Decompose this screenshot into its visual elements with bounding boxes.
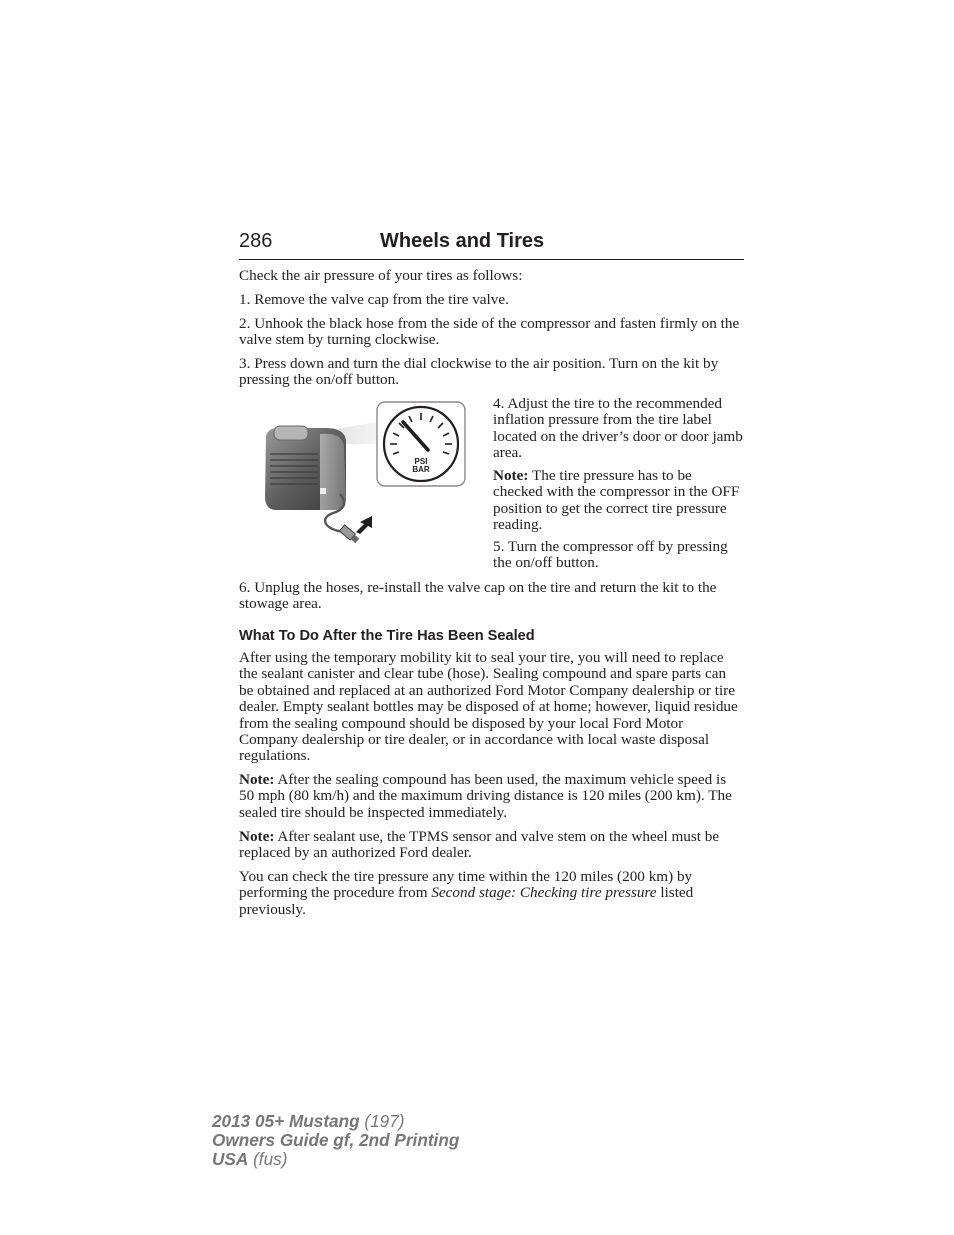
step-4-note: Note: The tire pressure has to be checked with the compressor in the OFF position to get the correct tire pressure reading. (493, 467, 740, 534)
note-label: Note: (239, 771, 275, 788)
note-label: Note: (493, 467, 529, 484)
intro-text: Check the air pressure of your tires as follows: (239, 267, 523, 284)
sealed-paragraph-2: You can check the tire pressure any time within the 120 miles (200 km) by performing the procedure from Second stage: Checking tire pressure listed previously. (239, 868, 694, 918)
hose-connector (339, 525, 359, 544)
section-subheading: What To Do After the Tire Has Been Sealed (239, 628, 535, 644)
step-5: 5. Turn the compressor off by pressing the on/off button. (493, 538, 728, 572)
compressor-illustration (256, 398, 472, 558)
step-6: 6. Unplug the hoses, re-install the valve cap on the tire and return the kit to the stowage area. (239, 579, 717, 613)
cross-reference: Second stage: Checking tire pressure (431, 884, 657, 902)
gauge-label-bar: BAR (412, 465, 430, 474)
step-3: 3. Press down and turn the dial clockwise to the air position. Turn on the kit by pressing the on/off button. (239, 355, 719, 389)
page-footer: 2013 05+ Mustang (197) Owners Guide gf, 2nd Printing USA (fus) (212, 1111, 460, 1169)
direction-arrow (356, 516, 372, 534)
step-2: 2. Unhook the black hose from the side of the compressor and fasten firmly on the valve stem by turning clockwise. (239, 315, 740, 349)
sealed-note-1: Note: After the sealing compound has been used, the maximum vehicle speed is 50 mph (80 km/h) and the maximum driving distance is 120 miles (200 km). The sealed tire should be inspected immediately. (239, 771, 732, 821)
sealed-note-2: Note: After sealant use, the TPMS sensor and valve stem on the wheel must be replaced by an authorized Ford dealer. (239, 828, 720, 862)
page-number: 286 (239, 230, 273, 252)
on-off-button (320, 488, 326, 494)
compressor-figure (256, 398, 472, 558)
section-title: Wheels and Tires (380, 230, 545, 252)
sealed-paragraph-1: After using the temporary mobility kit to seal your tire, you will need to replace the sealant canister and clear tube (hose). Sealing compound and spare parts can be obtained and replaced at an authorized Ford Motor Company dealership or tire dealer. Empty sealant bottles may be disposed of at home; however, liquid residue from the sealing compound should be disposed by your local Ford Motor Company dealership or tire dealer, or in accordance with local waste disposal regulations. (239, 649, 738, 765)
step-4: 4. Adjust the tire to the recommended inflation pressure from the tire label located on the driver’s door or door jamb area. (493, 395, 743, 462)
note-label: Note: (239, 828, 275, 845)
page-header (239, 229, 744, 260)
compressor-handle (274, 426, 308, 440)
step-1: 1. Remove the valve cap from the tire valve. (239, 291, 509, 308)
gauge-label-psi: PSI (414, 457, 428, 466)
